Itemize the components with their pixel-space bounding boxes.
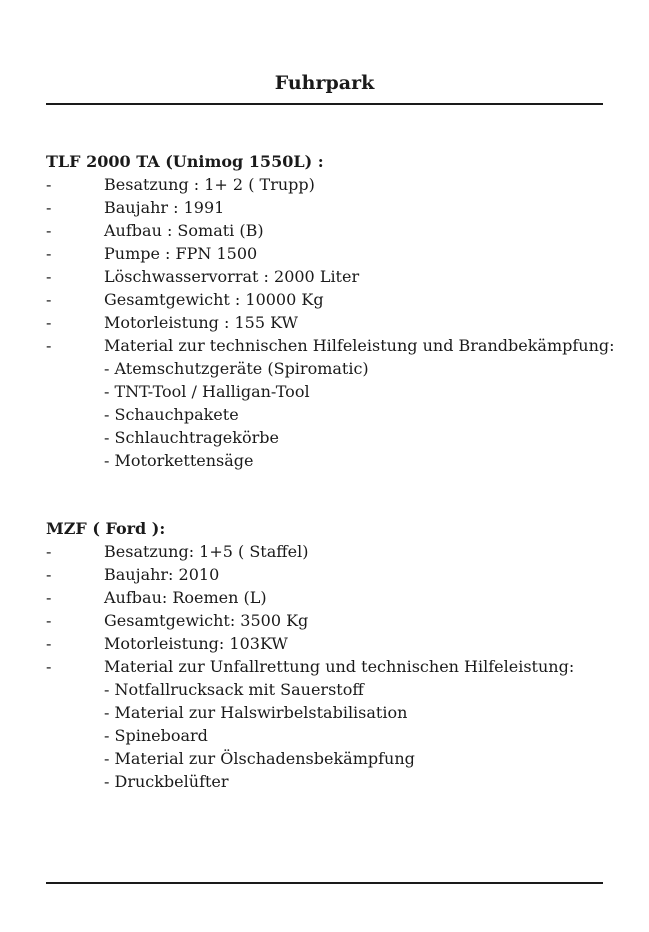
equipment-item: - Material zur Ölschadensbekämpfung — [104, 749, 415, 768]
spec-text: Motorleistung : 155 KW — [104, 313, 298, 332]
spec-text: Motorleistung: 103KW — [104, 634, 288, 653]
equipment-item: - Schlauchtragekörbe — [104, 428, 279, 447]
spec-text: Material zur technischen Hilfeleistung und Brandbekämpfung: — [104, 336, 615, 355]
bullet-dash: - — [46, 175, 52, 194]
bullet-dash: - — [46, 611, 52, 630]
equipment-item: - Notfallrucksack mit Sauerstoff — [104, 680, 364, 699]
bullet-dash: - — [46, 198, 52, 217]
equipment-item: - Motorkettensäge — [104, 451, 254, 470]
spec-text: Baujahr : 1991 — [104, 198, 225, 217]
spec-text: Besatzung : 1+ 2 ( Trupp) — [104, 175, 315, 194]
equipment-item: - TNT-Tool / Halligan-Tool — [104, 382, 310, 401]
spec-row — [46, 540, 603, 563]
bullet-dash: - — [46, 290, 52, 309]
spec-row — [46, 655, 603, 678]
bullet-dash: - — [46, 588, 52, 607]
bullet-dash: - — [46, 313, 52, 332]
spec-text: Gesamtgewicht: 3500 Kg — [104, 611, 309, 630]
spec-row — [46, 173, 603, 196]
spec-text: Baujahr: 2010 — [104, 565, 220, 584]
vehicle-heading: MZF ( Ford ): — [46, 519, 166, 538]
spec-text: Aufbau: Roemen (L) — [104, 588, 267, 607]
bullet-dash: - — [46, 267, 52, 286]
bullet-dash: - — [46, 565, 52, 584]
spec-row — [46, 632, 603, 655]
bullet-dash: - — [46, 634, 52, 653]
bullet-dash: - — [46, 657, 52, 676]
spec-row — [46, 219, 603, 242]
spec-row — [46, 563, 603, 586]
spec-text: Aufbau : Somati (B) — [104, 221, 264, 240]
equipment-item: - Schauchpakete — [104, 405, 239, 424]
spec-row — [46, 242, 603, 265]
spec-row — [46, 265, 603, 288]
equipment-item: - Druckbelüfter — [104, 772, 229, 791]
equipment-item: - Spineboard — [104, 726, 208, 745]
spec-row — [46, 334, 615, 357]
spec-text: Pumpe : FPN 1500 — [104, 244, 258, 263]
spec-row — [46, 196, 603, 219]
top-divider — [46, 103, 603, 105]
spec-text: Material zur Unfallrettung und technischen Hilfeleistung: — [104, 657, 575, 676]
spec-text: Löschwasservorrat : 2000 Liter — [104, 267, 360, 286]
spec-row — [46, 609, 603, 632]
bullet-dash: - — [46, 542, 52, 561]
spec-row — [46, 288, 603, 311]
equipment-item: - Atemschutzgeräte (Spiromatic) — [104, 359, 369, 378]
bottom-divider — [46, 882, 603, 884]
bullet-dash: - — [46, 336, 52, 355]
spec-text: Gesamtgewicht : 10000 Kg — [104, 290, 324, 309]
vehicle-heading: TLF 2000 TA (Unimog 1550L) : — [46, 152, 324, 171]
page-title: Fuhrpark — [274, 72, 375, 94]
spec-row — [46, 586, 603, 609]
bullet-dash: - — [46, 244, 52, 263]
spec-text: Besatzung: 1+5 ( Staffel) — [104, 542, 309, 561]
equipment-item: - Material zur Halswirbelstabilisation — [104, 703, 408, 722]
vehicle-section-tlf — [46, 150, 615, 472]
bullet-dash: - — [46, 221, 52, 240]
spec-row — [46, 311, 603, 334]
vehicle-section-mzf — [46, 517, 603, 793]
